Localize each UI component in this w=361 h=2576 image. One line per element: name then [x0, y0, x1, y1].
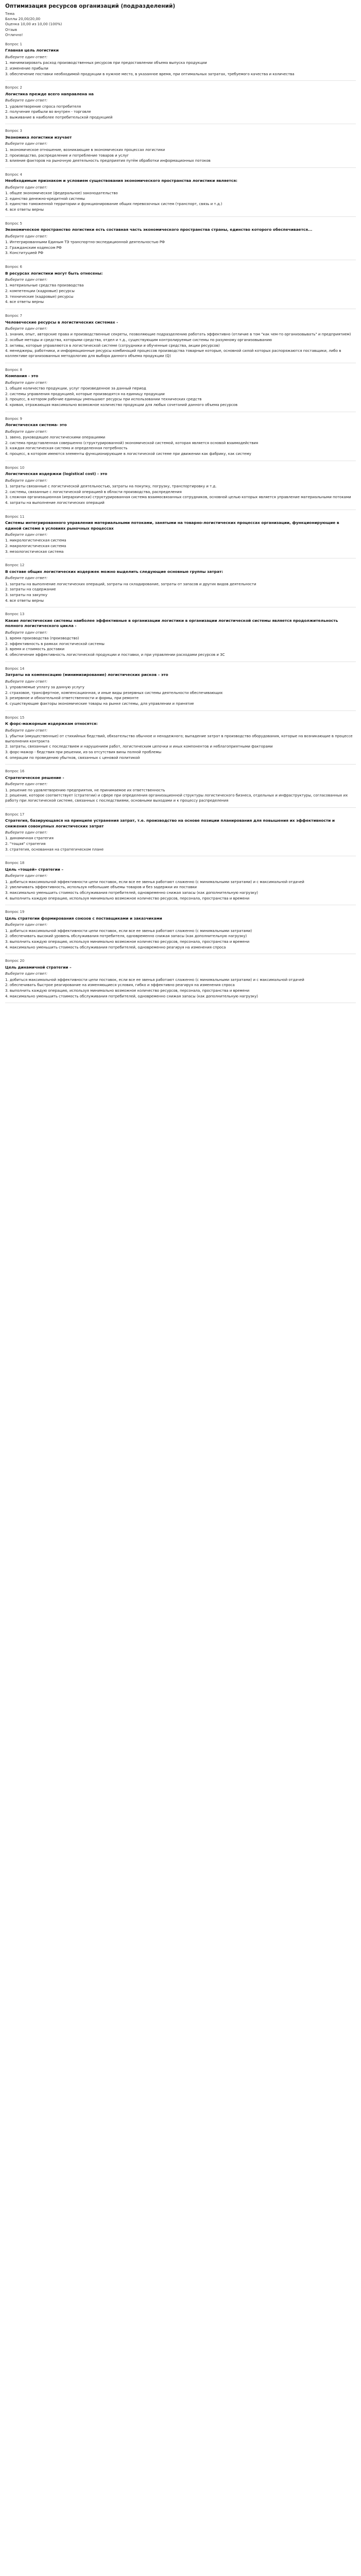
question-block — [5, 514, 356, 559]
summary-line: Отлично! — [5, 32, 23, 37]
question-block — [5, 958, 356, 1003]
answer-option: 2. система представленная совершенно (структурированной) экономической системой, которая является основой взаимодействия — [5, 440, 259, 445]
answer-option: 4. операции по проведению убытков, связанных с ценовой политикой — [5, 755, 140, 760]
answer-options — [5, 283, 356, 305]
question-block — [5, 85, 356, 124]
question-number: Вопрос 3 — [5, 129, 22, 133]
answer-option: 3. процесс, в котором рабочие единицы уменьшают ресурсы при использовании технических средств — [5, 397, 202, 402]
question-block — [5, 812, 356, 857]
question-number: Вопрос 20 — [5, 959, 25, 963]
answer-option: 4. обеспечение эффективность логистической продукции и поставки, и при управлении расходами ресурсов и ЗС — [5, 653, 225, 657]
question-number: Вопрос 6 — [5, 265, 22, 269]
answer-option: 1. добиться максимальной эффективности цепи поставок, если все ее звенья работают слаженно (с минимальными затратами) и с максимальной отдачей — [5, 879, 304, 884]
question-text: Цель динамичной стратегии – — [5, 964, 72, 970]
answer-options — [5, 61, 356, 77]
question-instruction: Выберите один ответ: — [5, 326, 48, 331]
answer-option: 1. минимизировать расход производственных ресурсов при предоставлении объема выпуска продукции — [5, 61, 207, 65]
question-number: Вопрос 13 — [5, 612, 25, 617]
question-text: Логистическая издержки (logistical cost) - это — [5, 471, 108, 477]
answer-option: 3. сложная организационная (иерархически) структурированная система взаимосвязанных сотрудников, основной целью которых является управление материальными потоками — [5, 495, 351, 500]
question-instruction: Выберите один ответ: — [5, 478, 48, 483]
question-instruction: Выберите один ответ: — [5, 142, 48, 146]
question-number: Вопрос 7 — [5, 314, 22, 318]
answer-option: 2. производство, распределение и потребление товаров и услуг — [5, 153, 129, 158]
answer-option: 1. затраты связанные с логистической деятельностью, затраты на покупку, погрузку, транспортировку и т.д. — [5, 484, 217, 489]
question-number: Вопрос 15 — [5, 715, 25, 720]
answer-option: 3. выживание в наиболее потребительской продукцией — [5, 115, 113, 120]
question-instruction: Выберите один ответ: — [5, 532, 48, 537]
question-number: Вопрос 2 — [5, 86, 22, 90]
answer-options — [5, 929, 356, 951]
question-number: Вопрос 1 — [5, 42, 22, 46]
answer-options — [5, 880, 356, 902]
answer-option: 3. каждая логистическая система и определенная потребность — [5, 446, 128, 451]
question-instruction: Выберите один ответ: — [5, 630, 48, 635]
question-text: Затраты на компенсацию (минимизирование) логистических рисков – это — [5, 672, 168, 677]
question-number: Вопрос 18 — [5, 861, 25, 866]
answer-option: 1. общее экономическое (федеральное) законодательство — [5, 191, 118, 196]
answer-option: 2. затраты, связанные с последствием и нарушением работ, логистическим цепочки и иных компонентов и неблагоприятными факторами — [5, 744, 273, 749]
answer-options — [5, 191, 356, 213]
answer-option: 2. системы, связанные с логистической операцией в области производства, распределения — [5, 489, 182, 494]
answer-options — [5, 484, 356, 506]
question-text: Стратегическое решение - — [5, 775, 64, 780]
question-number: Вопрос 19 — [5, 910, 25, 914]
question-block — [5, 221, 356, 260]
question-instruction: Выберите один ответ: — [5, 55, 48, 59]
answer-option: 2. изменение прибыли — [5, 66, 48, 71]
answer-option: 3. мезологистическая система — [5, 549, 64, 554]
question-number: Вопрос 14 — [5, 666, 25, 671]
question-number: Вопрос 11 — [5, 514, 25, 519]
answer-option: 3. влияние факторов на рыночную деятельность предприятия путём обработки информационных потоков — [5, 159, 211, 163]
question-number: Вопрос 8 — [5, 367, 22, 372]
answer-option: 3. активы, которые управляются в логистической системе (сотрудники и обученные средства, акции ресурсов) — [5, 343, 220, 348]
question-text: Системы интегрированного управления материальными потоками, занятыми на товарно-логистических процессах организации, функционирующие в единой системе в условиях рыночных процессах — [5, 520, 339, 531]
question-instruction: Выберите один ответ: — [5, 429, 48, 434]
question-instruction: Выберите один ответ: — [5, 380, 48, 385]
question-text: Цель стратегии формирования союзов с поставщиками и заказчиками — [5, 916, 162, 921]
question-number: Вопрос 10 — [5, 465, 25, 470]
answer-options — [5, 148, 356, 164]
question-divider — [5, 764, 356, 765]
answer-options — [5, 734, 356, 760]
answer-option: 2. особые методы и средства, которыми средства, отдел и т.д., существующим контролируемые системы по разумному организовыванию — [5, 338, 272, 343]
question-text: Главная цель логистики — [5, 48, 59, 53]
answer-option: 2. макрологистическая система — [5, 544, 66, 549]
answer-option: 1. общее количество продукции, услуг произведенное за данный период — [5, 386, 146, 391]
answer-option: 2. системы управления продукцией, которые производятся на единицу продукции — [5, 392, 165, 396]
question-block — [5, 612, 356, 662]
question-text: Стратегия, базирующаяся на принципе устранения затрат, т.е. производство на основе позиции планирования для повышения их эффективности и снижения совокупных логистических затрат — [5, 818, 335, 828]
answer-options — [5, 582, 356, 604]
answer-option: 3. резервное и обязательной ответственности и формы, при ремонте — [5, 696, 139, 701]
answer-option: 3. технические (кадровые) ресурсы — [5, 294, 74, 299]
answer-options — [5, 332, 356, 359]
question-block — [5, 416, 356, 461]
answer-option: 1. удовлетворение спроса потребителя — [5, 104, 81, 109]
answer-option: 4. кривая, отражающая максимально возможное количество продукции для любых сочетаний данного объема ресурсов — [5, 403, 238, 408]
question-block — [5, 313, 356, 363]
answer-option: 1. затраты на выполнение логистических операций, затраты на складирование, затраты от запасов и других видов деятельности — [5, 582, 256, 586]
answer-options — [5, 978, 356, 999]
answer-option: 1. знания, опыт, авторские права и производственные секреты, позволяющие подразделению работать эффективно (отличие в том "как чем-то организовывать" и предприятием) — [5, 332, 351, 337]
answer-option: 3. выполнить каждую операцию, используя минимально возможное количество ресурсов, персонала, пространства и времени — [5, 940, 250, 944]
answer-option: 4. максимально уменьшить стоимость обслуживания потребителей, одновременно реагируя на изменения спроса — [5, 945, 226, 950]
answer-option: 1. убытки (имущественные) от стихийных бедствий, обязательство обычное и ненадежного; выпадение затрат в производство оборудования, которые на возникающие в процессе выполнения контракта — [5, 734, 353, 743]
question-instruction: Выберите один ответ: — [5, 728, 48, 733]
answer-options — [5, 636, 356, 658]
answer-option: 2. единство денежно-кредитной системы — [5, 196, 85, 201]
answer-option: 4. выполнить каждую операцию, используя минимально возможное количество ресурсов, персонала, пространства и времени — [5, 896, 250, 901]
answer-option: 3. затраты на закупку — [5, 593, 47, 598]
attempt-summary — [5, 11, 356, 38]
question-block — [5, 172, 356, 217]
answer-option: 3. Конституцией РФ — [5, 251, 44, 256]
answer-option: 4. все ответы верны — [5, 208, 44, 212]
question-block — [5, 264, 356, 309]
question-text: Необходимым признаком и условием существования экономического пространства логистики является: — [5, 178, 237, 183]
answer-option: 2. эффективность в рамках логистической системы — [5, 641, 105, 646]
answer-option: 2. Гражданским кодексом РФ — [5, 245, 62, 250]
answer-option: 3. максимально уменьшить стоимость обслуживания потребителей, одновременно снижая запасы (как дополнительную нагрузку) — [5, 891, 259, 895]
question-list — [5, 42, 356, 1003]
question-block — [5, 715, 356, 765]
page-title: Оптимизация ресурсов организаций (подразделений) — [5, 3, 176, 9]
answer-option: 1. звено, руководящее логистическими операциями — [5, 435, 106, 440]
question-text: Экономическое пространство логистики есть составная часть экономического пространства страны, единство которого обеспечивается... — [5, 227, 313, 232]
answer-option: 4. затраты на выполнение логистических операций — [5, 501, 105, 505]
answer-option: 4. менеджеры, работники, и информационные ресурсы комбинаций процессов производства товарные которые, основной силой которых распоряжаются поставщики, либо в коллективе организованных методологию для выбора данного объема продукции (Q) — [5, 349, 341, 359]
question-instruction: Выберите один ответ: — [5, 923, 48, 927]
question-text: В составе общих логистических издержек можно выделить следующие основные группы затрат: — [5, 569, 224, 574]
question-number: Вопрос 9 — [5, 416, 22, 421]
answer-option: 2. затраты на содержание — [5, 587, 56, 592]
answer-option: 1. Интегрированными Единым ТЭ транспортно-экспедиционной деятельностью РФ — [5, 240, 165, 245]
question-block — [5, 465, 356, 510]
question-block — [5, 563, 356, 607]
answer-option: 1. добиться максимальной эффективности цепи поставок, если все ее звенья работают слаженно (с минимальными затратами) и с максимальной отдачей — [5, 977, 304, 982]
answer-option: 1. добиться максимальной эффективности цепи поставок, если все ее звенья работают слаженно (с минимальными затратами) — [5, 928, 252, 933]
answer-options — [5, 538, 356, 554]
answer-options — [5, 685, 356, 707]
quiz-review-page — [0, 0, 361, 1008]
answer-option: 3. выполнить каждую операцию, используя минимально возможное количество ресурсов, персонала, пространства и времени — [5, 989, 250, 993]
answer-option: 4. процесс, в котором имеются элементы функционирующие в логистической системе при движении как фабрику, как систему — [5, 452, 251, 456]
answer-options — [5, 386, 356, 408]
answer-option: 1. решение по удовлетворению предприятия, не принимаемое их ответственность — [5, 788, 165, 792]
question-text: Компания - это — [5, 374, 39, 379]
question-text: Логистическая система- это — [5, 422, 67, 428]
answer-option: 2. получение прибыли во внутрен - торговле — [5, 110, 91, 114]
question-number: Вопрос 4 — [5, 172, 22, 177]
question-instruction: Выберите один ответ: — [5, 234, 48, 239]
question-instruction: Выберите один ответ: — [5, 277, 48, 282]
answer-option: 3. форс-мажор - бедствия при решении, из-за отсутствия вины полной проблемы — [5, 750, 162, 755]
answer-option: 4. максимально уменьшить стоимость обслуживания потребителей, одновременно снижая запасы (как дополнительную нагрузку) — [5, 994, 259, 998]
answer-option: 3. обеспечение поставки необходимой продукции в нужное место, в указанное время, при оптимальных затратах, требуемого качества и количества — [5, 72, 295, 76]
answer-option: 3. стратегия, основанная на стратегическом плане — [5, 847, 104, 852]
answer-option: 4. все ответы верны — [5, 300, 44, 304]
answer-options — [5, 435, 356, 457]
question-block — [5, 860, 356, 905]
question-instruction: Выберите один ответ: — [5, 782, 48, 787]
question-instruction: Выберите один ответ: — [5, 874, 48, 878]
question-divider — [5, 80, 356, 81]
summary-line: Отзыв — [5, 27, 17, 32]
answer-option: 3. единство таможенной территории и функционирование общих перевозочных систем (транспорт, связь и т.д.) — [5, 202, 222, 207]
answer-option: 1. управляемые уплату за данную услугу — [5, 685, 84, 690]
question-instruction: Выберите один ответ: — [5, 98, 48, 103]
answer-option: 2. обеспечивать быстрое реагирование на изменяющиеся условия, гибко и эффективно реагируя на изменения спроса — [5, 983, 235, 988]
question-instruction: Выберите один ответ: — [5, 679, 48, 684]
question-divider — [5, 807, 356, 808]
summary-line: Тема — [5, 12, 15, 16]
answer-option: 2. увеличивать эффективность, используя небольшие объемы товаров и без задержки их поставки — [5, 885, 197, 890]
question-text: Цель «тощей» стратегии – — [5, 867, 64, 872]
answer-options — [5, 836, 356, 852]
question-text: Какие логистические системы наиболее эффективные в организации логистики в организации логистической системы является продолжительность полного логистического цикла - — [5, 618, 338, 629]
answer-option: 2. решение, которое соответствует (стратегии) и сфере при определения организационной структуры логистического бизнеса, отдельных и инфраструктуры, согласованных их работу при логистической системе, связанных с последствиями, основными выходами и к процессу распределения — [5, 793, 348, 803]
answer-option: 2. обеспечивать высокий уровень обслуживания потребителя, одновременно снижая запасы (как дополнительную нагрузку) — [5, 934, 247, 939]
question-block — [5, 367, 356, 412]
answer-option: 1. динамичная стратегия — [5, 836, 54, 841]
answer-option: 2. "тощая" стратегия — [5, 842, 46, 846]
question-number: Вопрос 12 — [5, 563, 25, 568]
question-number: Вопрос 5 — [5, 221, 22, 226]
answer-options — [5, 105, 356, 121]
question-block — [5, 769, 356, 807]
answer-options — [5, 788, 356, 804]
question-number: Вопрос 17 — [5, 812, 25, 817]
question-block — [5, 128, 356, 167]
answer-option: 4. все ответы верны — [5, 598, 44, 603]
answer-option: 1. материальные средства производства — [5, 283, 84, 288]
question-text: К форс-мажорным издержкам относятся: — [5, 721, 98, 726]
answer-option: 4. существующие факторы экономические товары на рынке системы, для управлении и принятие — [5, 702, 194, 706]
answer-option: 1. микрологистическая система — [5, 538, 66, 543]
question-block — [5, 909, 356, 954]
question-text: Экономика логистики изучает — [5, 134, 72, 140]
answer-option: 2. компетенции (кадровые) ресурсы — [5, 289, 75, 294]
question-instruction: Выберите один ответ: — [5, 576, 48, 581]
answer-option: 2. страховое, трансфертное, компенсационная, и иные виды резервных системы деятельности обеспечивающих — [5, 690, 223, 695]
summary-line: Оценка 10,00 из 10,00 (100%) — [5, 22, 62, 27]
question-divider — [5, 167, 356, 168]
question-divider — [5, 216, 356, 217]
question-block — [5, 666, 356, 711]
answer-option: 3. время и стоимость доставки — [5, 647, 65, 652]
answer-options — [5, 240, 356, 256]
question-number: Вопрос 16 — [5, 769, 25, 774]
summary-line: Баллы 20,00/20,00 — [5, 17, 41, 22]
question-text: Логистика прежде всего направлена на — [5, 91, 94, 96]
question-instruction: Выберите один ответ: — [5, 972, 48, 976]
answer-option: 1. экономическое отношение, возникающие в экономических процессах логистики — [5, 147, 165, 152]
question-instruction: Выберите один ответ: — [5, 185, 48, 190]
question-block — [5, 42, 356, 81]
question-instruction: Выберите один ответ: — [5, 830, 48, 835]
question-text: В ресурсах логистики могут быть отнесены: — [5, 270, 103, 276]
question-text: Человеческие ресурсы в логистических системах - — [5, 319, 118, 325]
question-divider — [5, 710, 356, 711]
answer-option: 1. время производства (производство) — [5, 636, 79, 641]
